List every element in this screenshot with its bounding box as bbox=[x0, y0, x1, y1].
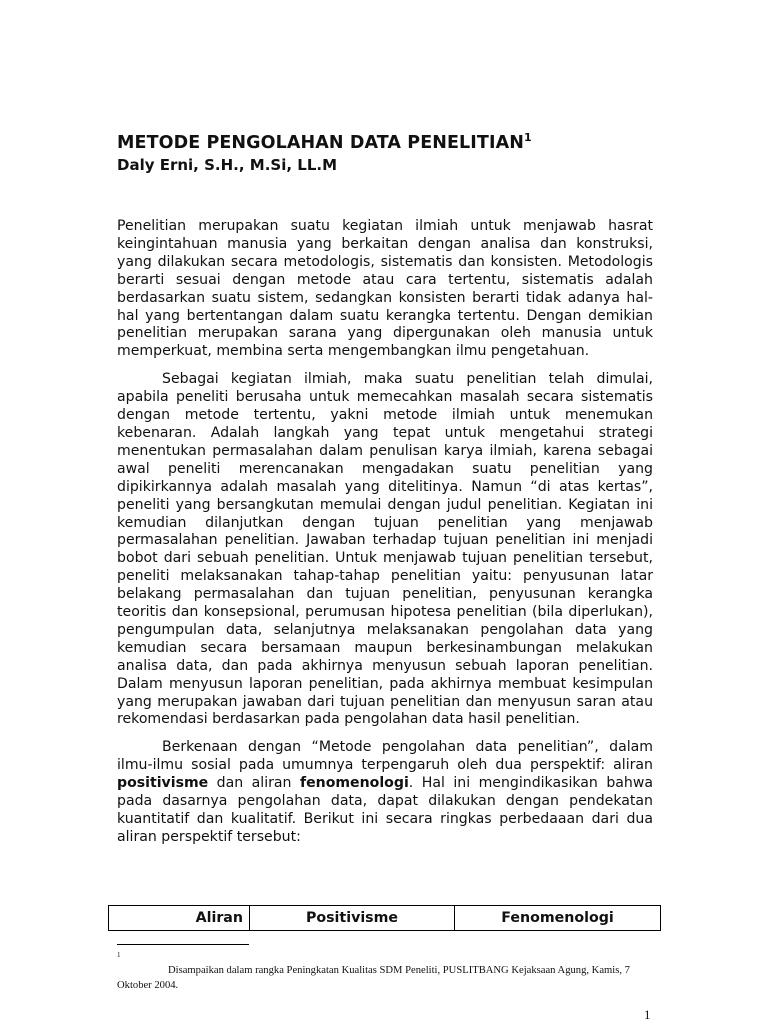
footnote-mark: 1 bbox=[117, 951, 121, 959]
header-fenomenologi: Fenomenologi bbox=[455, 906, 661, 931]
title-text: METODE PENGOLAHAN DATA PENELITIAN bbox=[117, 133, 524, 153]
footnote-divider bbox=[117, 944, 249, 945]
paragraph-2: Sebagai kegiatan ilmiah, maka suatu penelitian telah dimulai, apabila peneliti berusaha untuk memecahkan masalah secara sistematis dengan metode tertentu, yakni metode ilmiah untuk menemukan kebenaran. Adalah langkah yang tepat untuk mengetahui strategi menentukan permasalahan dalam penulisan karya ilmiah, karena sebagai awal peneliti merencanakan mengadakan suatu penelitian yang dipikirkannya adalah masalah yang ditelitinya. Namun “di atas kertas”, peneliti yang bersangkutan memulai dengan judul penelitian. Kegiatan ini kemudian dilanjutkan dengan tujuan penelitian yang menjawab permasalahan penelitian. Jawaban terhadap tujuan penelitian ini menjadi bobot dari sebuah penelitian. Untuk menjawab tujuan penelitian tersebut, peneliti melaksanakan tahap-tahap penelitian yaitu: penyusunan latar belakang permasalahan dan tujuan penelitian, penyusunan kerangka teoritis dan konsepsional, perumusan hipotesa penelitian (bila diperlukan), pengumpulan data, selanjutnya melaksanakan pengolahan data yang kemudian secara bersamaan maupun berkesinambungan melakukan analisa data, dan pada akhirnya menyusun sebuah laporan penelitian. Dalam menyusun laporan penelitian, pada akhirnya membuat kesimpulan yang merupakan jawaban dari tujuan penelitian dan menyusun saran atau rekomendasi berdasarkan pada pengolahan data hasil penelitian. bbox=[117, 371, 653, 728]
page-number: 1 bbox=[644, 1007, 651, 1022]
header-positivisme: Positivisme bbox=[250, 906, 455, 931]
paragraph-1: Penelitian merupakan suatu kegiatan ilmiah untuk menjawab hasrat keingintahuan manusia yang berkaitan dengan analisa dan konstruksi, yang dilakukan secara metodologis, sistematis dan konsisten. Metodologis berarti sesuai dengan metode atau cara tertentu, sistematis adalah berdasarkan suatu sistem, sedangkan konsisten berarti tidak adanya hal-hal yang bertentangan dalam suatu kerangka tertentu. Dengan demikian penelitian merupakan sarana yang dipergunakan oleh manusia untuk memperkuat, membina serta mengembangkan ilmu pengetahuan. bbox=[117, 218, 653, 360]
term-positivisme: positivisme bbox=[117, 775, 209, 792]
author-name: Daly Erni, S.H., M.Si, LL.M bbox=[117, 156, 338, 174]
header-aliran: Aliran bbox=[109, 906, 250, 931]
document-title bbox=[117, 133, 532, 153]
paragraph-3-part-1: Berkenaan dengan “Metode pengolahan data penelitian”, dalam ilmu-ilmu sosial pada umumnya terpengaruh oleh dua perspektif: aliran bbox=[117, 739, 653, 774]
body-text bbox=[117, 218, 653, 857]
title-footnote-mark: 1 bbox=[523, 131, 532, 144]
paragraph-3-part-2: dan aliran bbox=[208, 775, 300, 792]
term-fenomenologi: fenomenologi bbox=[299, 775, 409, 792]
paragraph-3-part-3: . Hal ini mengindikasikan bahwa pada dasarnya pengolahan data, dapat dilakukan dengan pendekatan kuantitatif dan kualitatif. Berikut ini secara ringkas perbedaaan dari dua aliran perspektif tersebut: bbox=[117, 775, 653, 845]
paragraph-3 bbox=[117, 739, 653, 846]
table-header-row bbox=[109, 906, 661, 931]
footnote-text: Disampaikan dalam rangka Peningkatan Kualitas SDM Peneliti, PUSLITBANG Kejaksaan Agung, Kamis, 7 Oktober 2004. bbox=[117, 965, 630, 991]
comparison-table bbox=[108, 905, 661, 931]
